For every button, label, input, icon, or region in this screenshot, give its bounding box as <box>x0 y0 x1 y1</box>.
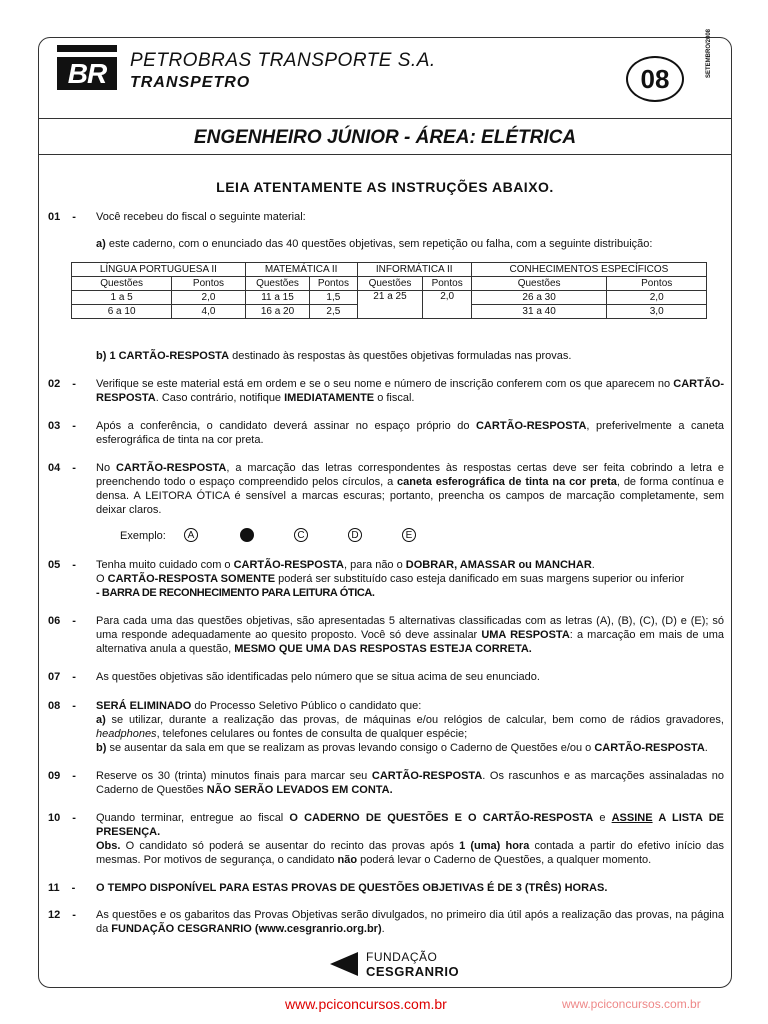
subject-header: LÍNGUA PORTUGUESA II <box>72 263 246 277</box>
page-title: ENGENHEIRO JÚNIOR - ÁREA: ELÉTRICA <box>193 127 577 148</box>
bubble-b-filled <box>240 528 254 542</box>
footer-url[interactable]: www.pciconcursos.com.br <box>285 996 447 1012</box>
subject-header: CONHECIMENTOS ESPECÍFICOS <box>471 263 706 277</box>
exam-number-badge: 08 <box>626 56 684 102</box>
subject-header: MATEMÁTICA II <box>245 263 357 277</box>
bubble-d: D <box>348 528 362 542</box>
logo-bar <box>57 45 117 52</box>
br-logo: BR <box>57 57 117 90</box>
distribution-table: LÍNGUA PORTUGUESA II MATEMÁTICA II INFORMÁTICA II CONHECIMENTOS ESPECÍFICOS Questões Pontos Questões Pontos Questões Pontos Questões Pontos 1 a 5 2,0 11 a 15 1,5 21 a 25 2,0 26 a 30 2,0 6 a 10 4,0 16 a 20 2,5 31 a 40 3,0 <box>71 262 707 319</box>
footer-url-side[interactable]: www.pciconcursos.com.br <box>562 997 701 1011</box>
bubble-c: C <box>294 528 308 542</box>
company-name: PETROBRAS TRANSPORTE S.A. <box>130 50 436 71</box>
cesgranrio-arrow-icon <box>330 952 358 976</box>
subject-header: INFORMÁTICA II <box>357 263 471 277</box>
company-subname: TRANSPETRO <box>130 74 251 91</box>
bubble-a: A <box>184 528 198 542</box>
instructions-heading: LEIA ATENTAMENTE AS INSTRUÇÕES ABAIXO. <box>216 179 554 195</box>
item-number: 01 - <box>48 211 76 223</box>
example-label: Exemplo: <box>120 530 166 542</box>
bubble-e: E <box>402 528 416 542</box>
vertical-date: SETEMBRO/2008 <box>706 28 712 78</box>
cesgranrio-logo: FUNDAÇÃO CESGRANRIO <box>330 946 445 982</box>
